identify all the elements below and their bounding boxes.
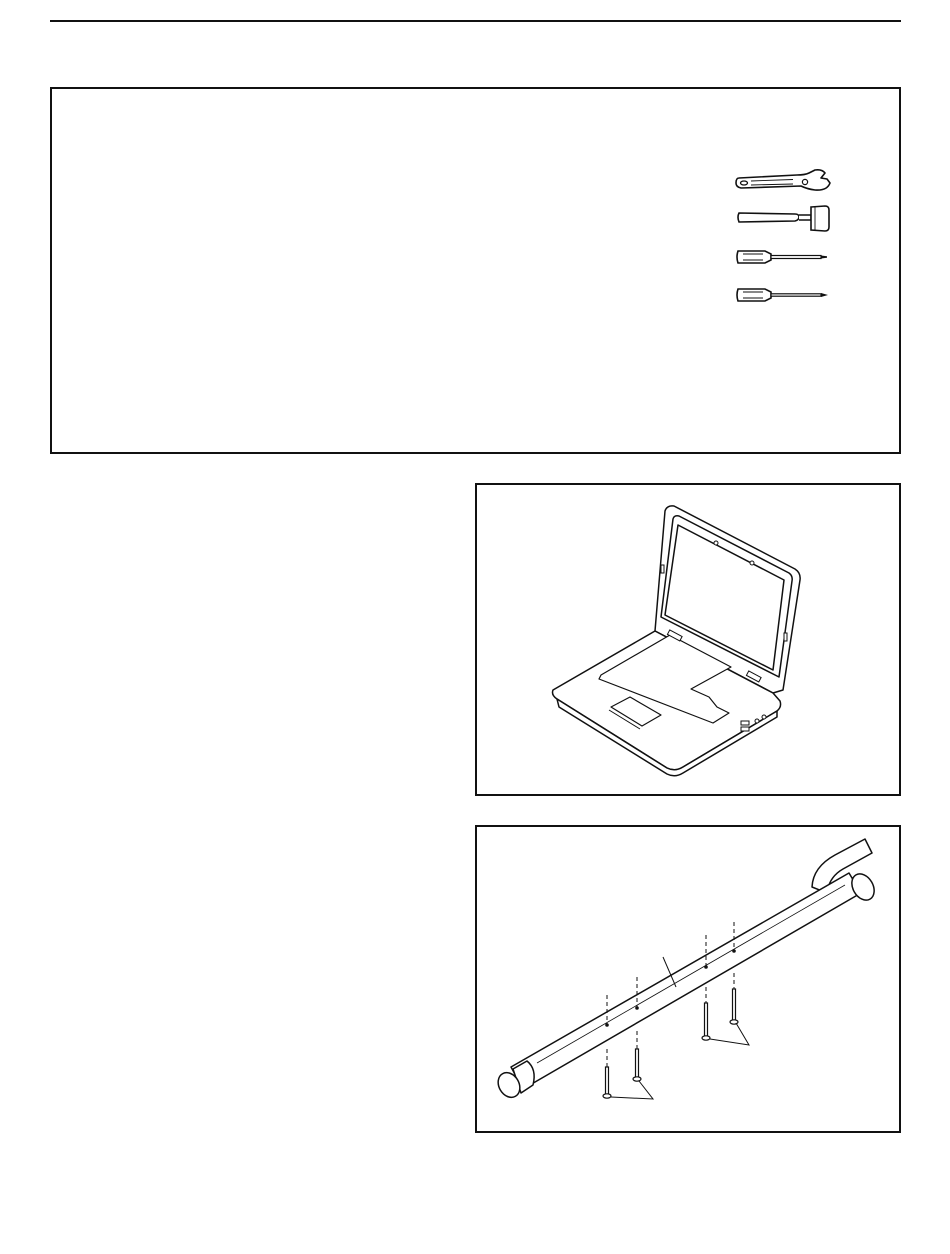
header-rule: [50, 20, 901, 22]
frame-box: [475, 825, 901, 1133]
tools-box: [50, 87, 901, 454]
frame-tube-with-bolts-icon: [477, 827, 899, 1131]
phillips-screwdriver-icon: [735, 283, 831, 307]
adjustable-wrench-icon: [735, 169, 835, 197]
rubber-mallet-icon: [735, 203, 831, 235]
laptop-box: [475, 483, 901, 796]
flat-screwdriver-icon: [735, 245, 831, 269]
laptop-icon: [477, 485, 899, 794]
